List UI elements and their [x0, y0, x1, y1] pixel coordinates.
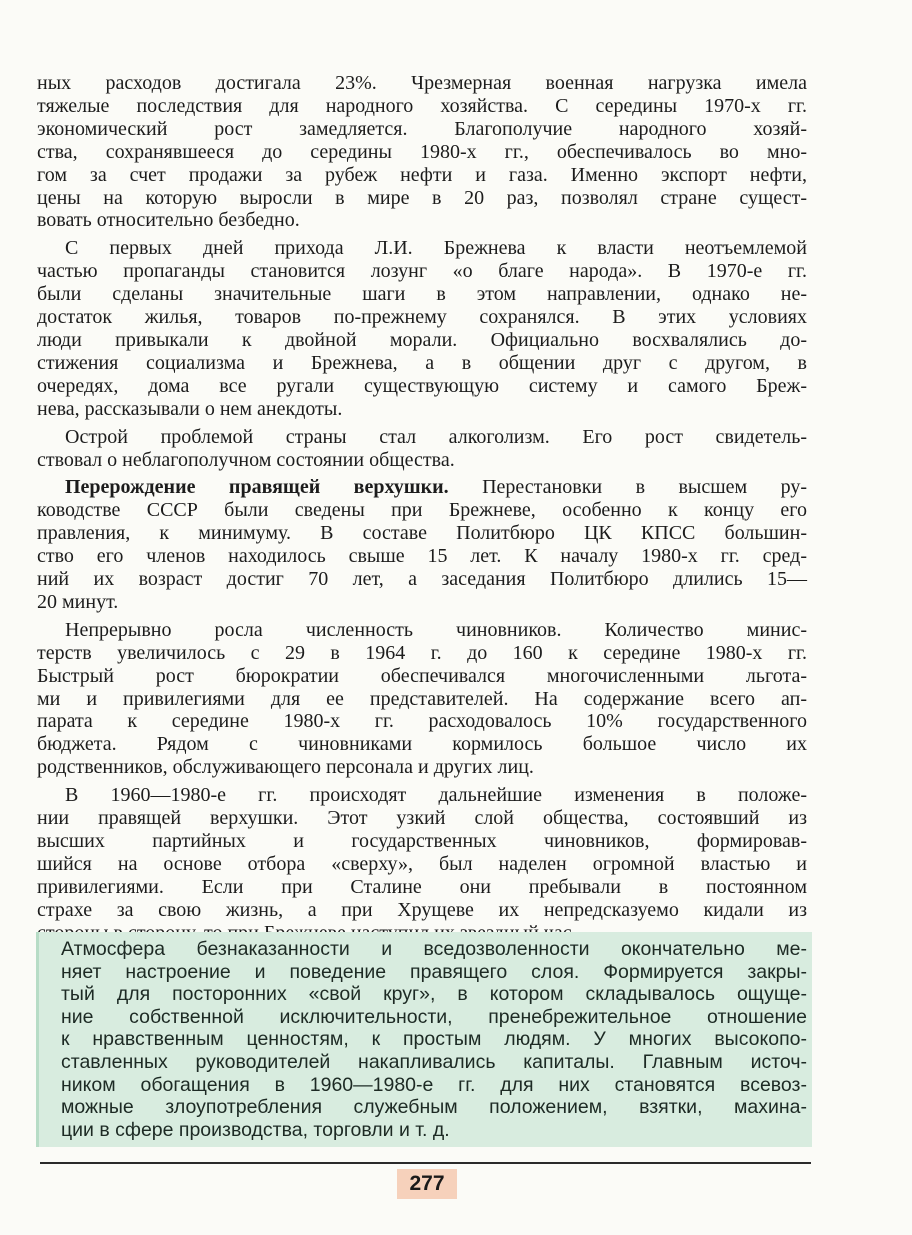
highlight-text — [61, 938, 807, 1141]
text-line: ми и привилегиями для ее представителей. На содержание всего ап- — [37, 687, 807, 710]
text-line: няет настроение и поведение правящего слоя. Формируется закры- — [61, 960, 807, 983]
text-line: гом за счет продажи за рубеж нефти и газа. Именно экспорт нефти, — [37, 163, 807, 186]
text-line: Атмосфера безнаказанности и вседозволенности окончательно ме- — [61, 938, 807, 960]
text-line: родственников, обслуживающего персонала и других лиц. — [37, 756, 534, 779]
text-line: Непрерывно росла численность чиновников. Количество минис- — [65, 618, 807, 641]
text-line: ние собственной исключительности, пренебрежительное отношение — [61, 1005, 807, 1028]
text-line: терств увеличилось с 29 в 1964 г. до 160 к середине 1980-х гг. — [37, 641, 807, 664]
text-line: привилегиями. Если при Сталине они пребывали в постоянном — [37, 875, 807, 898]
text-line: частью пропаганды становится лозунг «о благе народа». В 1970-е гг. — [37, 260, 807, 283]
text-line: ства, сохранявшееся до середины 1980-х гг., обеспечивалось во мно- — [37, 140, 807, 163]
text-run: Перестановки в высшем ру- — [448, 476, 807, 499]
text-line — [37, 476, 807, 499]
text-line: ставленных руководителей накапливались капиталы. Главным источ- — [61, 1050, 807, 1073]
text-line: тяжелые последствия для народного хозяйства. С середины 1970-х гг. — [37, 94, 807, 117]
paragraph — [37, 476, 807, 613]
paragraph — [37, 237, 807, 420]
text-line: достаток жилья, товаров по-прежнему сохранялся. В этих условиях — [37, 306, 807, 329]
text-line: ствовал о неблагополучном состоянии общества. — [37, 448, 455, 471]
text-line: 20 минут. — [37, 590, 119, 613]
footer-divider — [40, 1162, 811, 1164]
text-line: ником обогащения в 1960—1980-е гг. для них становятся всевоз- — [61, 1073, 807, 1096]
text-line: высших партийных и государственных чиновников, формировав- — [37, 830, 807, 852]
text-line: С первых дней прихода Л.И. Брежнева к власти неотъемлемой — [65, 237, 807, 260]
text-line: В 1960—1980-е гг. происходят дальнейшие изменения в положе- — [65, 784, 807, 807]
text-line: можные злоупотребления служебным положением, взятки, махина- — [61, 1096, 807, 1119]
text-line: ний их возраст достиг 70 лет, а заседания Политбюро длились 15— — [37, 568, 807, 591]
text-line: ных расходов достигала 23%. Чрезмерная военная нагрузка имела — [37, 72, 807, 94]
text-line: страхе за свою жизнь, а при Хрущеве их непредсказуемо кидали из — [37, 898, 807, 921]
text-line: цены на которую выросли в мире в 20 раз, позволял стране сущест- — [37, 186, 807, 209]
text-line: ководстве СССР были сведены при Брежневе, особенно к концу его — [37, 499, 807, 522]
text-line: очередях, дома все ругали существующую систему и самого Бреж- — [37, 374, 807, 397]
text-line: ции в сфере производства, торговли и т. д. — [61, 1118, 450, 1141]
text-line: были сделаны значительные шаги в этом направлении, однако не- — [37, 283, 807, 306]
paragraph — [37, 784, 807, 944]
text-line: стижения социализма и Брежнева, а в общении друг с другом, в — [37, 351, 807, 374]
text-line: Быстрый рост бюрократии обеспечивался многочисленными льгота- — [37, 664, 807, 687]
text-line: Острой проблемой страны стал алкоголизм. Его рост свидетель- — [65, 425, 807, 448]
text-line: тый для посторонних «свой круг», в котором складывалось ощуще- — [61, 983, 807, 1006]
text-line: нии правящей верхушки. Этот узкий слой общества, состоявший из — [37, 807, 807, 830]
text-line: правления, к минимуму. В составе Политбюро ЦК КПСС большин- — [37, 522, 807, 545]
text-line: нева, рассказывали о нем анекдоты. — [37, 397, 343, 420]
highlight-box — [36, 932, 812, 1147]
text-line: вовать относительно безбедно. — [37, 209, 300, 232]
page-number: 277 — [397, 1169, 457, 1199]
text-line: парата к середине 1980-х гг. расходовалось 10% государственного — [37, 710, 807, 733]
text-line: шийся на основе отбора «сверху», был наделен огромной властью и — [37, 852, 807, 875]
text-line: бюджета. Рядом с чиновниками кормилось большое число их — [37, 733, 807, 756]
text-line: ство его членов находилось свыше 15 лет. К началу 1980-х гг. сред- — [37, 545, 807, 568]
paragraph — [37, 72, 807, 232]
text-line: к нравственным ценностям, к простым людям. У многих высокопо- — [61, 1028, 807, 1051]
text-line: люди привыкали к двойной морали. Официально восхвалялись до- — [37, 328, 807, 351]
paragraph — [37, 426, 807, 472]
section-heading: Перерождение правящей верхушки. — [65, 476, 449, 499]
paragraph — [37, 619, 807, 779]
text-line: экономический рост замедляется. Благополучие народного хозяй- — [37, 117, 807, 140]
main-text — [37, 72, 807, 950]
